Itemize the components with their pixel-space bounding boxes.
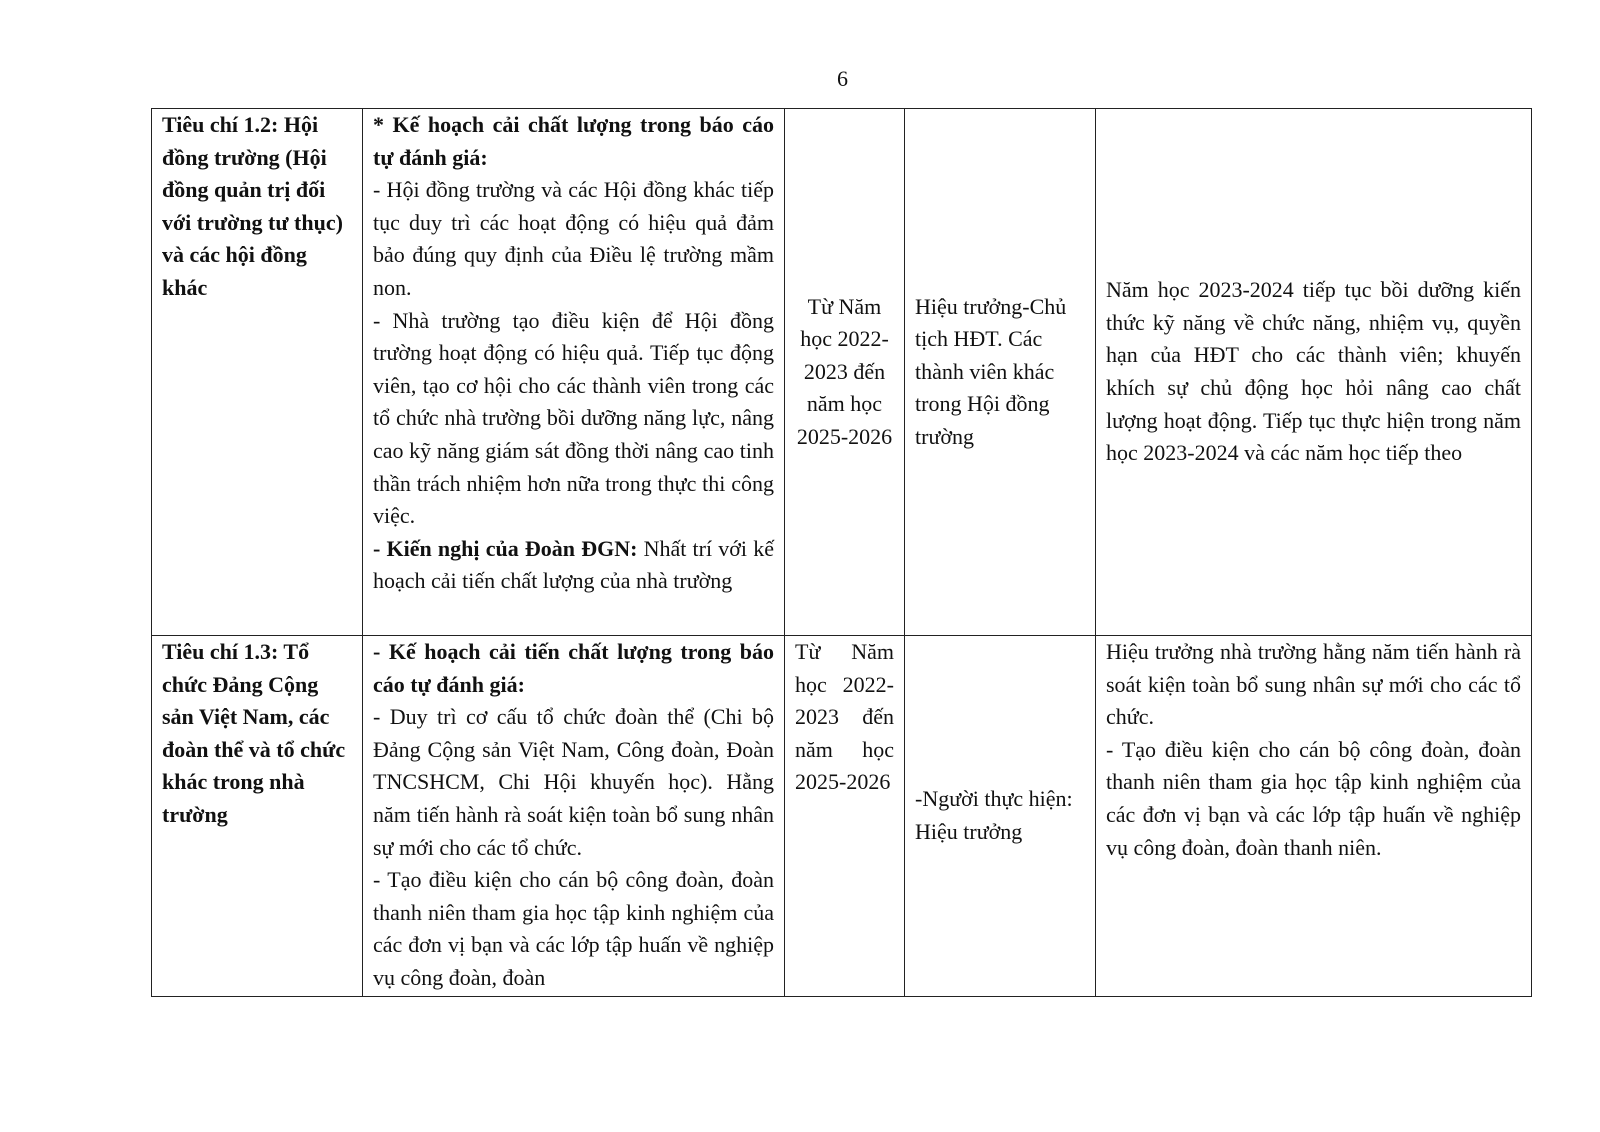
plan-cell: [363, 109, 785, 636]
time-cell: Từ Năm học 2022-2023 đến năm học 2025-2026: [785, 109, 905, 636]
plan-item: - Tạo điều kiện cho cán bộ công đoàn, đoàn thanh niên tham gia học tập kinh nghiệm của các đơn vị bạn và các lớp tập huấn về nghiệp vụ công đoàn, đoàn: [373, 867, 774, 990]
plan-cell: [363, 636, 785, 997]
table-row: [152, 109, 1532, 636]
plan-heading: - Kế hoạch cải tiến chất lượng trong báo cáo tự đánh giá:: [373, 639, 774, 697]
result-cell: [1096, 636, 1532, 997]
result-item: Hiệu trưởng nhà trường hằng năm tiến hành rà soát kiện toàn bổ sung nhân sự mới cho các tổ chức.: [1106, 639, 1521, 730]
time-cell: Từ Năm học 2022-2023 đến năm học 2025-2026: [785, 636, 905, 997]
result-item: - Tạo điều kiện cho cán bộ công đoàn, đoàn thanh niên tham gia học tập kinh nghiệm của các đơn vị bạn và các lớp tập huấn về nghiệp vụ công đoàn, đoàn thanh niên.: [1106, 736, 1521, 860]
plan-item: - Nhà trường tạo điều kiện để Hội đồng trường hoạt động có hiệu quả. Tiếp tục động viên, tạo cơ hội cho các thành viên trong các tổ chức nhà trường bồi dưỡng năng lực, nâng cao kỹ năng giám sát đồng thời nâng cao tinh thần trách nhiệm hơn nữa trong thực thi công việc.: [373, 307, 774, 529]
improvement-plan-table: [151, 108, 1532, 997]
responsible-person-cell: -Người thực hiện: Hiệu trưởng: [905, 636, 1096, 997]
recommendation-text: Nhất trí với kế hoạch cải tiến chất lượng của nhà trường: [373, 535, 774, 594]
recommendation: [373, 533, 774, 598]
plan-heading: * Kế hoạch cải chất lượng trong báo cáo tự đánh giá:: [373, 112, 774, 170]
recommendation-label: - Kiến nghị của Đoàn ĐGN:: [373, 535, 638, 561]
plan-item: - Duy trì cơ cấu tổ chức đoàn thể (Chi bộ Đảng Cộng sản Việt Nam, Công đoàn, Đoàn TNCSHCM, Chi Hội khuyến học). Hằng năm tiến hành rà soát kiện toàn bổ sung nhân sự mới cho các tổ chức.: [373, 704, 774, 860]
table-row: [152, 636, 1532, 997]
criterion-cell: Tiêu chí 1.2: Hội đồng trường (Hội đồng quản trị đối với trường tư thục) và các hội đồng khác: [152, 109, 363, 636]
responsible-person-cell: Hiệu trưởng-Chủ tịch HĐT. Các thành viên khác trong Hội đồng trường: [905, 109, 1096, 636]
result-cell: [1096, 109, 1532, 636]
plan-cell-content: [373, 636, 774, 996]
result-text: Năm học 2023-2024 tiếp tục bồi dưỡng kiến thức kỹ năng về chức năng, nhiệm vụ, quyền hạn của HĐT cho các thành viên; khuyến khích sự chủ động học hỏi nâng cao chất lượng hoạt động. Tiếp tục thực hiện trong năm học 2023-2024 và các năm học tiếp theo: [1106, 277, 1521, 466]
criterion-cell: Tiêu chí 1.3: Tổ chức Đảng Cộng sản Việt Nam, các đoàn thể và tổ chức khác trong nhà trường: [152, 636, 363, 997]
plan-item: - Hội đồng trường và các Hội đồng khác tiếp tục duy trì các hoạt động có hiệu quả đảm bảo đúng quy định của Điều lệ trường mầm non.: [373, 177, 774, 300]
page-number: 6: [837, 66, 848, 91]
